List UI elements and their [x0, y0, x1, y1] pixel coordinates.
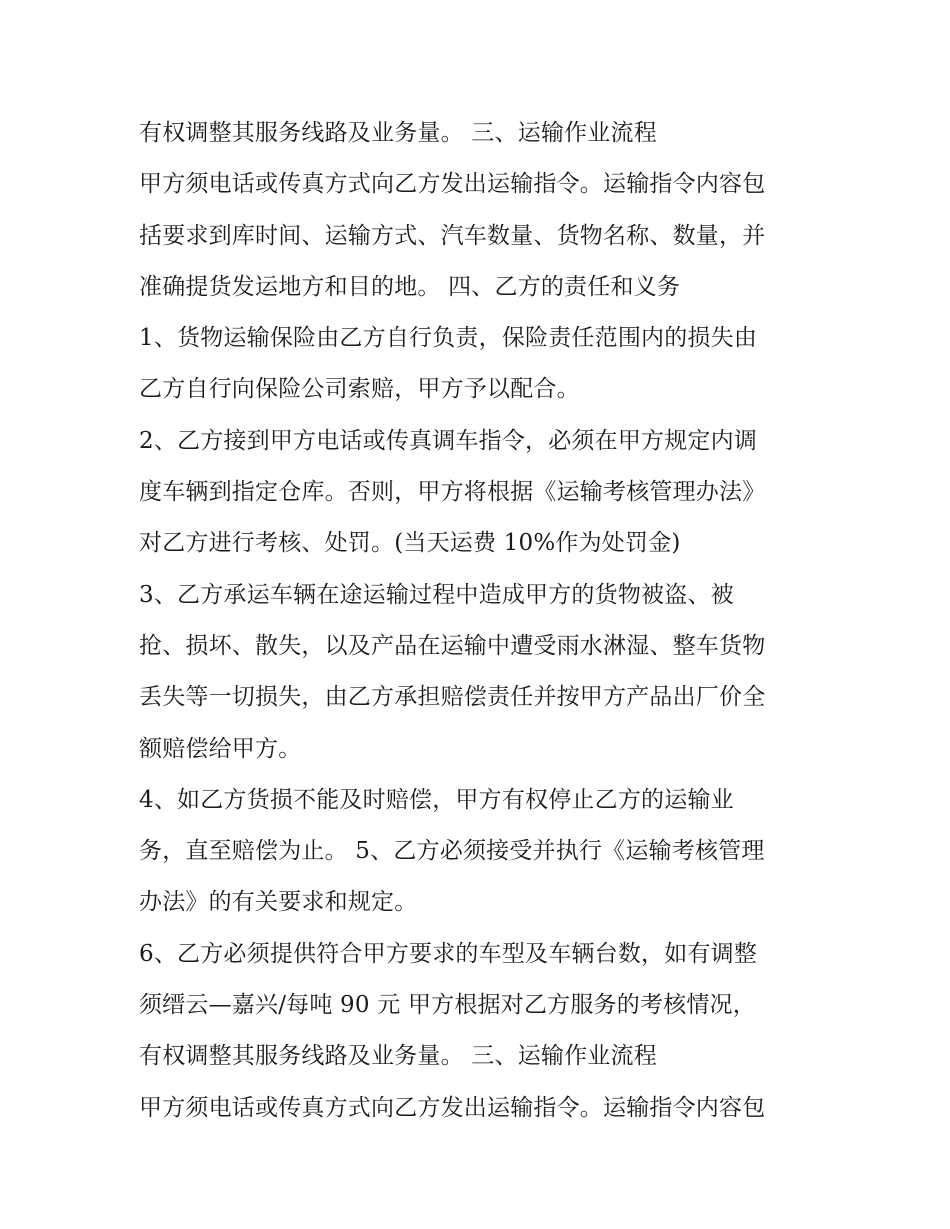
text-line: 4、如乙方货损不能及时赔偿，甲方有权停止乙方的运输业 — [139, 786, 734, 813]
text-line: 办法》的有关要求和规定。 — [139, 889, 418, 916]
text-line: 括要求到库时间、运输方式、汽车数量、货物名称、数量，并 — [139, 222, 766, 249]
text-line: 额赔偿给甲方。 — [139, 735, 302, 762]
text-line: 甲方须电话或传真方式向乙方发出运输指令。运输指令内容包 — [139, 1094, 766, 1121]
text-line: 务，直至赔偿为止。 5、乙方必须接受并执行《运输考核管理 — [139, 838, 765, 865]
text-line: 须缙云—嘉兴/每吨 90 元 甲方根据对乙方服务的考核情况， — [139, 992, 756, 1019]
text-line: 1、货物运输保险由乙方自行负责，保险责任范围内的损失由 — [139, 325, 758, 352]
text-line: 准确提货发运地方和目的地。 四、乙方的责任和义务 — [139, 273, 681, 300]
text-line: 3、乙方承运车辆在途运输过程中造成甲方的货物被盗、被 — [139, 581, 734, 608]
text-line: 度车辆到指定仓库。否则，甲方将根据《运输考核管理办法》 — [139, 479, 766, 506]
text-line: 抢、损坏、散失，以及产品在运输中遭受雨水淋湿、整车货物 — [139, 632, 766, 659]
text-line: 有权调整其服务线路及业务量。 三、运输作业流程 — [139, 1043, 657, 1070]
text-line: 丢失等一切损失，由乙方承担赔偿责任并按甲方产品出厂价全 — [139, 684, 766, 711]
document-body — [139, 108, 829, 1134]
text-line: 有权调整其服务线路及业务量。 三、运输作业流程 — [139, 120, 657, 146]
text-line: 6、乙方必须提供符合甲方要求的车型及车辆台数，如有调整 — [139, 940, 758, 967]
text-line: 乙方自行向保险公司索赔，甲方予以配合。 — [139, 376, 580, 403]
text-line: 甲方须电话或传真方式向乙方发出运输指令。运输指令内容包 — [139, 171, 766, 198]
text-line: 对乙方进行考核、处罚。(当天运费 10%作为处罚金) — [139, 530, 681, 557]
text-line: 2、乙方接到甲方电话或传真调车指令，必须在甲方规定内调 — [139, 427, 758, 454]
